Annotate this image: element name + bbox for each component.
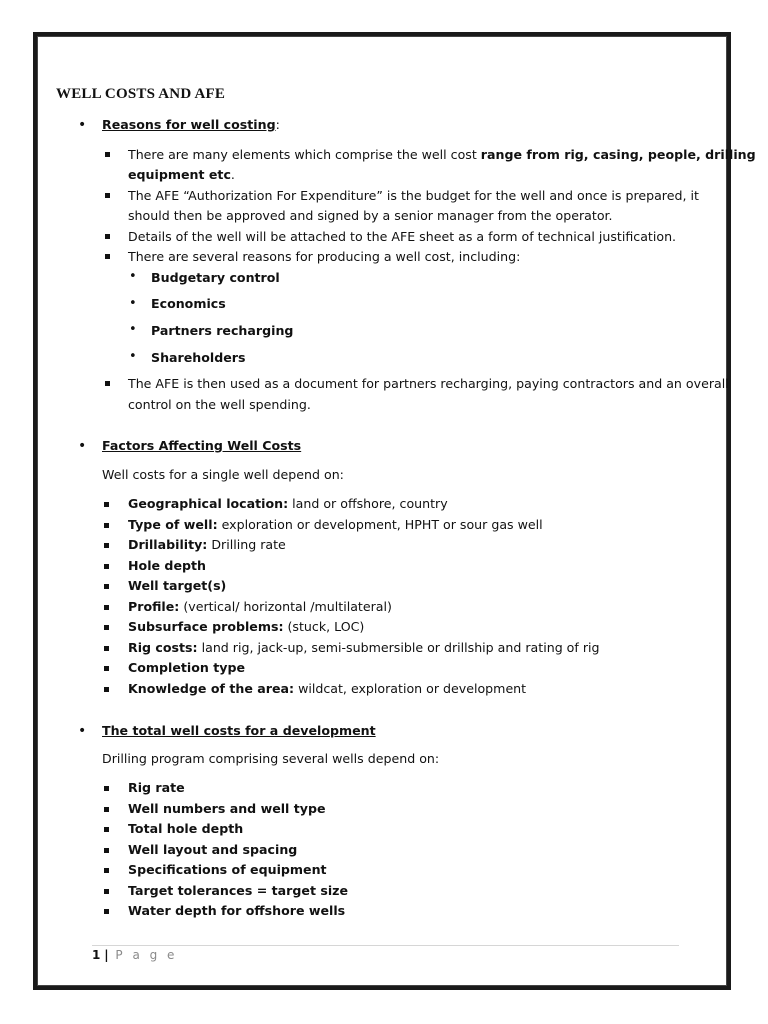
development-item: Rig rate	[128, 778, 348, 799]
square-bullet-icon	[105, 152, 110, 157]
page-label: P a g e	[115, 948, 178, 962]
square-bullet-icon	[104, 848, 109, 853]
factor-item: Knowledge of the area: wildcat, exploration or development	[128, 679, 600, 700]
square-bullet-icon	[104, 564, 109, 569]
development-item: Specifications of equipment	[128, 860, 348, 881]
section3-intro: Drilling program comprising several wells depend on:	[102, 751, 440, 766]
square-bullet-icon	[105, 381, 110, 386]
s1-bullet-1-line1	[128, 145, 756, 166]
section3-item-list	[128, 778, 348, 922]
footer-rule	[92, 945, 679, 946]
sub-bullet-icon: •	[129, 296, 137, 311]
section3-heading: The total well costs for a development	[102, 723, 376, 738]
s1-bullet-5-line2: control on the well spending.	[128, 397, 311, 412]
section2-heading-line	[102, 436, 301, 457]
square-bullet-icon	[104, 687, 109, 692]
development-item: Target tolerances = target size	[128, 881, 348, 902]
section-bullet-icon: •	[78, 723, 87, 739]
square-bullet-icon	[105, 234, 110, 239]
development-item: Total hole depth	[128, 819, 348, 840]
square-bullet-icon	[104, 868, 109, 873]
square-bullet-icon	[104, 889, 109, 894]
factor-item: Rig costs: land rig, jack-up, semi-submersible or drillship and rating of rig	[128, 638, 600, 659]
square-bullet-icon	[104, 827, 109, 832]
sub-bullet-icon: •	[129, 322, 137, 337]
sub-bullet-icon: •	[129, 269, 137, 284]
square-bullet-icon	[104, 605, 109, 610]
factor-item: Well target(s)	[128, 576, 600, 597]
s1-bullet-4: There are several reasons for producing a well cost, including:	[128, 249, 521, 264]
page-footer	[92, 946, 177, 964]
development-item: Water depth for offshore wells	[128, 901, 348, 922]
s1-bullet-5-line1: The AFE is then used as a document for partners recharging, paying contractors and an overall	[128, 376, 729, 391]
s1-bullet-3: Details of the well will be attached to the AFE sheet as a form of technical justification.	[128, 229, 677, 244]
section2-heading: Factors Affecting Well Costs	[102, 438, 302, 453]
square-bullet-icon	[105, 254, 110, 259]
s1-bullet-1-line2	[128, 165, 235, 186]
square-bullet-icon	[104, 543, 109, 548]
factor-item: Type of well: exploration or development, HPHT or sour gas well	[128, 515, 600, 536]
page-number: 1	[92, 948, 101, 962]
section1-heading-line	[102, 115, 280, 136]
square-bullet-icon	[104, 584, 109, 589]
s1-sub-item: Economics	[151, 296, 226, 311]
factor-item: Drillability: Drilling rate	[128, 535, 600, 556]
section-bullet-icon: •	[78, 438, 87, 454]
factor-item: Hole depth	[128, 556, 600, 577]
section1-heading-colon: :	[275, 117, 280, 132]
section2-intro: Well costs for a single well depend on:	[102, 467, 344, 482]
square-bullet-icon	[104, 523, 109, 528]
square-bullet-icon	[104, 909, 109, 914]
s1-sub-item: Budgetary control	[151, 270, 280, 285]
square-bullet-icon	[104, 502, 109, 507]
s1-sub-item: Partners recharging	[151, 323, 294, 338]
development-item: Well layout and spacing	[128, 840, 348, 861]
factor-item: Geographical location: land or offshore, country	[128, 494, 600, 515]
s1-bullet-2-line2: should then be approved and signed by a senior manager from the operator.	[128, 208, 613, 223]
square-bullet-icon	[104, 625, 109, 630]
sub-bullet-icon: •	[129, 349, 137, 364]
s1-bullet-1-bold-cont: equipment etc	[128, 167, 231, 182]
factor-item: Profile: (vertical/ horizontal /multilateral)	[128, 597, 600, 618]
section2-factor-list	[128, 494, 600, 699]
s1-bullet-1-bold: range from rig, casing, people, drilling	[480, 147, 756, 162]
square-bullet-icon	[104, 807, 109, 812]
section3-heading-line	[102, 721, 376, 742]
development-item: Well numbers and well type	[128, 799, 348, 820]
s1-bullet-1-end: .	[230, 167, 235, 182]
factor-item: Subsurface problems: (stuck, LOC)	[128, 617, 600, 638]
page-separator: |	[104, 948, 109, 962]
square-bullet-icon	[104, 646, 109, 651]
square-bullet-icon	[104, 666, 109, 671]
section1-heading: Reasons for well costing	[102, 117, 276, 132]
s1-sub-item: Shareholders	[151, 350, 246, 365]
document-title: WELL COSTS AND AFE	[56, 86, 226, 102]
square-bullet-icon	[105, 193, 110, 198]
s1-bullet-2-line1: The AFE “Authorization For Expenditure” is the budget for the well and once is prepared, it	[128, 188, 699, 203]
section-bullet-icon: •	[78, 117, 87, 133]
s1-bullet-1-text: There are many elements which comprise the well cost	[128, 147, 481, 162]
square-bullet-icon	[104, 786, 109, 791]
factor-item: Completion type	[128, 658, 600, 679]
